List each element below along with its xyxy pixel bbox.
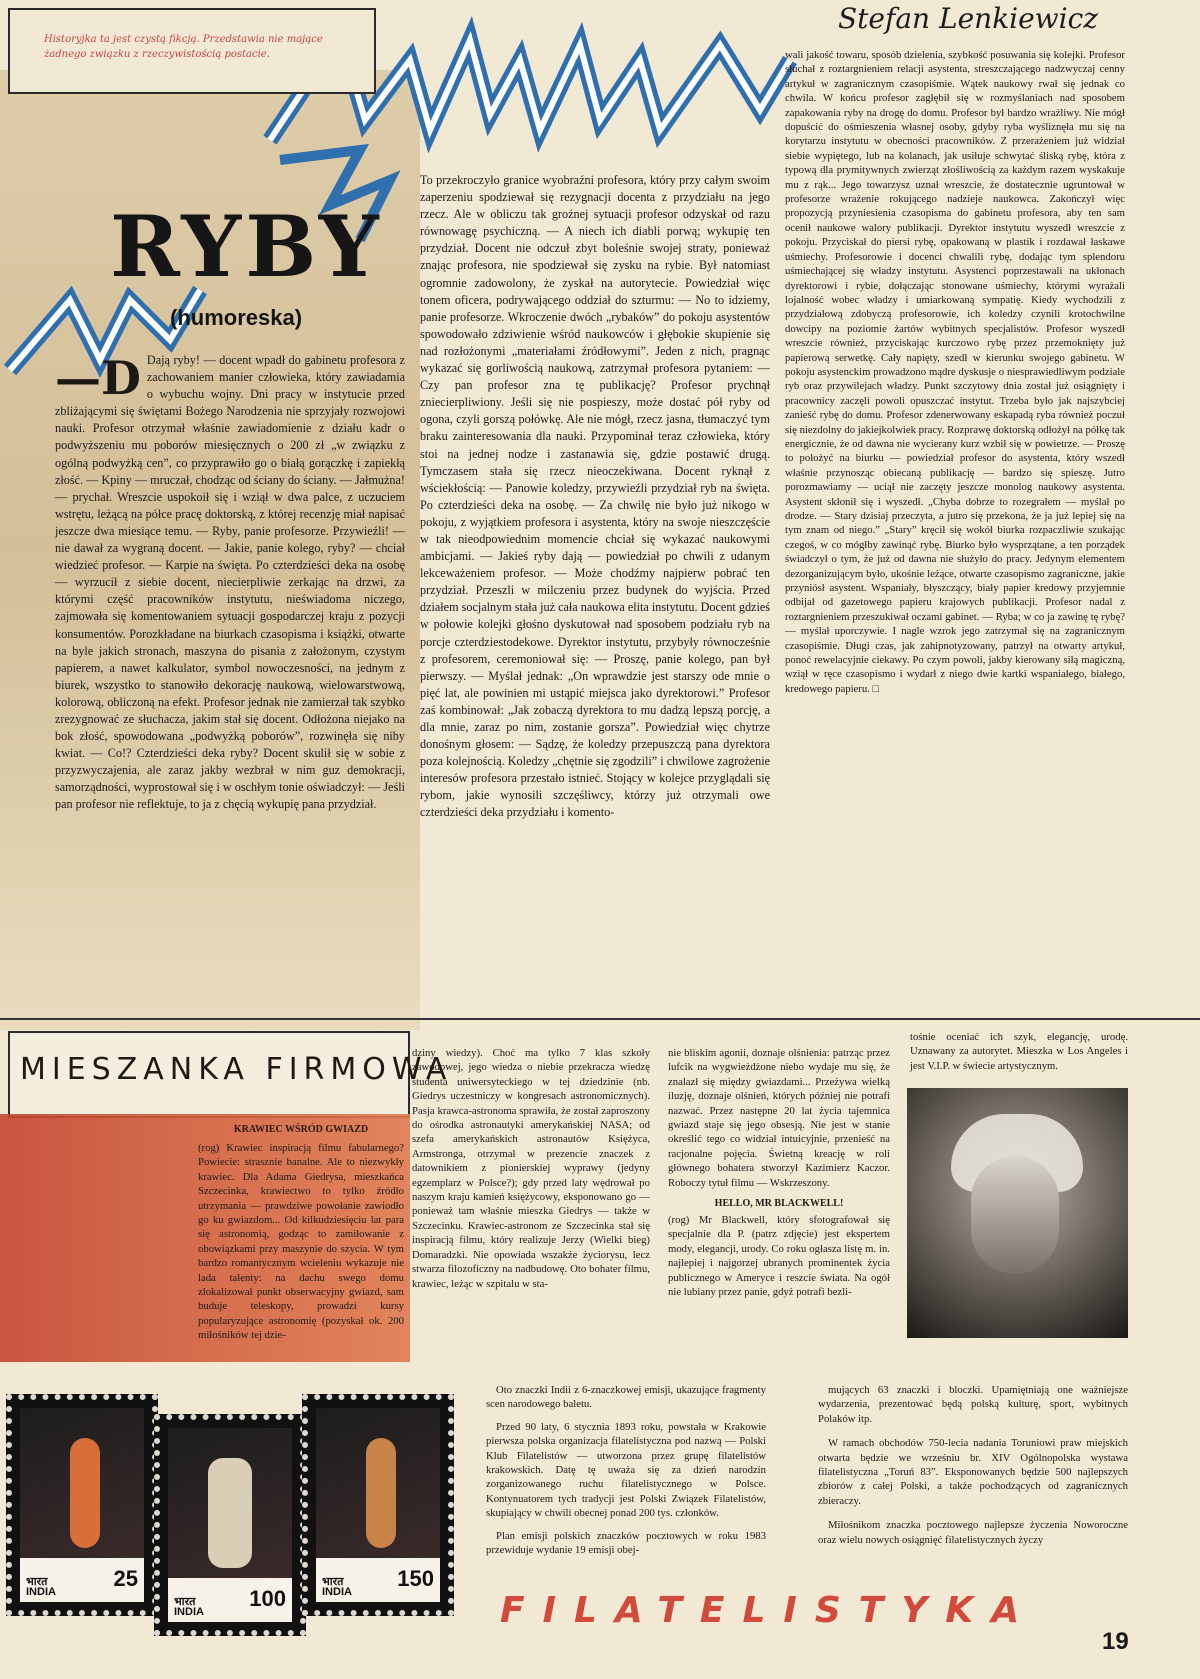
mix-column-4 [910,1030,1128,1084]
section-divider [0,1018,1200,1020]
stamp-country: INDIA [322,1586,352,1598]
article-subtitle: (humoreska) [170,305,303,330]
india-stamp-100 [154,1414,306,1636]
philately-p6: Miłośnikom znaczka pocztowego najlepsze życzenia Noworoczne oraz wielu nowych osiągnięć filatelistycznych życzy [818,1519,1128,1546]
mix-text-2: dziny wiedzy). Choć ma tylko 7 klas szkoły zawodowej, jego wiedza o niebie przekracza wiedzę studenta uniwersyteckiego w tej dziedzinie (nb. Giedrys uczestniczy w kongresach astronomicznych). Pasja krawca-astronoma sprawiła, że został zaproszony do ośrodka astronautyki amerykańskiej NASA; od szefa amerykańskich astronautów Księżyca, Armstronga, otrzymał w prezencie znaczek z datownikiem z pionierskiej wyprawy (jedyny egzemplarz w Polsce?); gdy przed laty wędrował po naszym kraju kamień księżycowy, eksponowano go — ponieważ tam właśnie mieszka Giedrys — także w Szczecinku. Krawiec-astronom ze Szczecinka stał się inspiracją filmu, który realizuje Jerzy (Wielki bieg) Domaradzki. Nie opowiada wszakże życiorysu, lecz stwarza filozoficzny na nadbudowę. Oto bohater filmu, krawiec, leżąc w szpitalu w sta- [412,1047,650,1290]
india-stamp-25 [6,1394,158,1616]
blackwell-photo [907,1088,1128,1338]
stamp-country: INDIA [26,1586,56,1598]
india-stamp-150 [302,1394,454,1616]
krawiec-heading: KRAWIEC WŚRÓD GWIAZD [233,1124,369,1135]
photo-face [971,1156,1059,1274]
philately-p5: W ramach obchodów 750-lecia nadania Toruniowi praw miejskich otwarta będzie we wrześniu br. XIV Ogólnopolska wystawa filatelistyczna „Toruń 83”. Eksponowanych będzie 500 najlepszych zbiorów z całej Polski, a także pochodzących od zagranicznych zbieraczy. [818,1437,1128,1507]
page-number: 19 [1102,1628,1129,1655]
philately-column-2 [818,1383,1128,1588]
blackwell-heading: HELLO, MR BLACKWELL! [714,1198,844,1210]
philately-p2: Przed 90 laty, 6 stycznia 1893 roku, powstała w Krakowie pierwsza polska organizacja filatelistyczna pod nazwą — Polski Klub Filatelistów — utworzona przez grupę filatelistów krakowskich. Datę tę uważa się za dzień narodzin zorganizowanego ruchu filatelistycznego w Polsce. Kontynuatorem tych tradycji jest Polski Związek Filatelistów, skupiający w chwili obecnej ponad 200 tys. członków. [486,1420,766,1520]
philately-title: FILATELISTYKA [500,1590,1038,1631]
story-column-2 [420,172,770,1014]
dancer-figure [70,1438,100,1548]
philately-p1: Oto znaczki Indii z 6-znaczkowej emisji, ukazujące fragmenty scen narodowego baletu. [486,1384,766,1411]
disclaimer-box [8,8,376,94]
mix-column-3 [668,1046,890,1348]
author-name: Stefan Lenkiewicz [838,2,1099,35]
stamp-country: INDIA [174,1606,204,1618]
dancer-figure [366,1438,396,1548]
stamp-script: भारत [174,1596,196,1608]
stamp-set [0,1390,460,1618]
stamp-script: भारत [322,1576,344,1588]
disclaimer-text: Historyjka ta jest czystą fikcją. Przedstawia nie mające żadnego związku z rzeczywistością postacie. [44,34,323,60]
krawiec-article [198,1124,404,1343]
mix-text-3: nie bliskim agonii, doznaje olśnienia: patrząc przez lufcik na wygwieżdżone niebo wydaje mu się, że znalazł się między gwiazdami... Przeżywa wielką iluzję, doznaje olśnień, których później nie potrafi nazwać. Przez następne 20 lat życia tajemnica gwiazd staje się jego obsesją. Nie jest w stanie określić tego co widział intuicyjnie, przenieść na racjonalne pojęcia. Świetną kreację w roli głównego bohatera stworzył Kazimierz Kaczor. Roboczy tytuł filmu — Wskrzeszony. [668,1047,890,1189]
mix-title: MIESZANKA FIRMOWA [20,1052,453,1087]
stamp-script: भारत [26,1576,48,1588]
story-column-1 [55,352,405,1014]
dancer-figure [208,1458,252,1568]
stamp-value: 25 [113,1566,138,1591]
blackwell-text: (rog) Mr Blackwell, który sfotografował się specjalnie dla P. (patrz zdjęcie) jest ekspertem mody, elegancji, urody. Co roku ogłasza listę m. in. najlepiej i najgorzej ubranych prominentek życia publicznego w Ameryce i reszcie świata. Na ogół nie lubiany przez panie, gdyż potrafi bezli- [668,1214,890,1299]
story-text-2: To przekroczyło granice wyobraźni profesora, który przy całym swoim zaperzeniu spodziewał się rezygnacji docenta z przydziału na jego rzecz. Ale w obliczu tak groźnej sytuacji profesor odzyskał od razu równowagę psychiczną. — A niech ich diabli porwą; wykupię ten przydział. Docent nie odczuł zbyt boleśnie swojej straty, ponieważ znając profesora, nie spodziewał się zysku na rybie. Był natomiast ogromnie zadowolony, że zyskał na autorytecie. Powiedział więc tonem oficera, podrywającego oddział do szturmu: — No to idziemy, panie profesorze. Wkroczenie dwóch „rybaków” do pokoju asystentów spowodowało zdziwienie wśród naukowców i głębokie skupienie się nad rozłożonymi „materiałami źródłowymi”. Jeden z nich, pragnąc wykazać się gorliwością naukową, zatrzymał profesora pytaniem: — Czy pan profesor zna tę publikację? Profesor prychnął zniecierpliwiony. Jeśli się nie pospieszy, może dostać pół ryby od ogona, czyli gorszą połówkę. Ale nie mógł, rzecz jasna, tłumaczyć tym braku zainteresowania dla nauki. Przypominał teraz człowieka, który stoi na jednej nodze i zastanawia się, gdzie postawić drugą. Tymczasem stała się rzecz nieoczekiwana. Docent ryknął z wściekłością: — Panowie koledzy, przywieźli przydział ryb na święta. Po czterdzieści deka na osobę. — Za chwilę nie było już nikogo w pokoju, z wyjątkiem profesora i asystenta, który na swoje nieszczęście w tak nieodpowiednim momencie chciał się wykazać naukowymi ambicjami. — Jakieś ryby dają — powiedział po chwili z udanym lekceważeniem profesor. — Może chodźmy najpierw pobrać ten przydział. Przeszli w milczeniu przez budynek do wyjścia. Przed działem socjalnym stała już cała naukowa elita instytutu. Docent gdzieś w połowie kolejki głośno dyskutował nad sposobem podziału ryb na porcje czterdziestodekowe. Dyrektor instytutu, przybyły równocześnie z profesorem, ceremoniował się: — Proszę, panie kolego, pan był pierwszy. — Myślał jednak: „On wprawdzie jest starszy ode mnie o pięć lat, ale powinien mi ustąpić miejsca jako dyrektorowi.” Profesor zaś kombinował: „Jak zobaczą dyrektora to mu dadzą lepszą porcję, a dla mnie, zaraz po nim, zostanie gorsza”. Powiedział więc chytrze donośnym głosem: — Sądzę, że koledzy przepuszczą pana dyrektora poza kolejnością. Koledzy „chętnie się zgodzili” i chwilowe zagrożenie interesów profesora przestało istnieć. Stojący w kolejce przyglądali się rybom, jakie wynosili szczęśliwcy, którzy już otrzymali owe czterdzieści deka przydziału i komento- [420,173,770,820]
drop-cap: —D [55,351,141,405]
stamp-value: 150 [397,1566,434,1591]
mix-column-2 [412,1046,650,1348]
story-text-1: Dają ryby! — docent wpadł do gabinetu profesora z zachowaniem manier człowieka, który zawiadamia o wybuchu wojny. Dni pracy w instytucie przed zbliżającymi się świętami Bożego Narodzenia nie sprzyjały rozwojowi nauki. Profesor otrzymał właśnie zawiadomienie z działu kadr o podwyższeniu mu poborów miesięcznych o 200 zł „w związku z ogólną podwyżką cen”, co przyprawiło go o białą gorączkę i zapiekłą złość. — Kpiny — mruczał, chodząc od ściany do ściany. — Jałmużna! — prychał. Wreszcie uspokoił się i wziął w dwa palce, z uczuciem wstrętu, leżącą na półce pracę doktorską, z której recenzję miał napisać jeszcze dwa miesiące temu. — Ryby, panie profesorze. Przywieźli! — nie dawał za wygraną docent. — Jakie, panie kolego, ryby? — chciał wiedzieć profesor. — Karpie na święta. Po czterdzieści deka na osobę — wyrzucił z siebie docent, niecierpliwie zerkając na drzwi, za którymi część pracowników instytutu, nieświadoma niczego, zajmowała się komentowaniem sytuacji gospodarczej kraju z pozycji konsumentów. Porozkładane na biurkach czasopisma i książki, otwarte na byle jakich stronach, maszyna do pisania z założonym, czystym papierem, a nawet kalkulator, symbol nowoczesności, na jednym z biurek, wszystko to stanowiło dekorację naukową, wielowarstwową, kolorową, obliczoną na efekt. Profesor jednak nie zamierzał tak szybko zrezygnować ze słuchacza, jakim stał się docent. Odłożona niejako na bok złość, spowodowana „podwyżką poborów”, rozwinęła się niby kwiat. — Co!? Czterdzieści deka ryby? Docent skulił się w sobie z przyzwyczajenia, ale zaraz jakby wezbrał w nim guz demokracji, samorządności, wyprostował się i w oschłym tonie oświadczył: — Jeśli pan profesor nie reflektuje, to ja z chęcią wykupię pana przydział. [55,353,405,812]
philately-column-1 [486,1383,766,1578]
story-column-3 [785,48,1125,1014]
mix-text-4: tośnie oceniać ich szyk, elegancję, urodę. Uznawany za autorytet. Mieszka w Los Angeles i jest V.I.P. w świecie artystycznym. [910,1031,1128,1072]
story-text-3: wali jakość towaru, sposób dzielenia, szybkość posuwania się kolejki. Profesor słuchał z roztargnieniem relacji asystenta, streszczającego nadzwyczaj cenny artykuł w zagranicznym czasopiśmie. Wątek naukowy rwał się jednak co chwila. W końcu profesor zagłębił się w rozmyślaniach nad sposobem zapakowania ryby na drogę do domu. Profesor był bardzo wrażliwy. Nie mógł dopuścić do ośmieszenia własnej osoby, gdyby ryba wyśliznęła mu się na korytarzu instytutu w obecności pracowników. Z przerażeniem już widział siebie wypiętego, lub na kolanach, jak usiłuje schwytać śliską rybę, która z typową dla prymitywnych zwierząt złośliwością za każdym razem wyskakuje mu z rąk... Jego towarzysz uznał wreszcie, że dostatecznie ugruntował w profesorze wrażenie rokującego nadzieje naukowca. Zakończył więc propozycją przyniesienia czasopisma do gabinetu profesora, aby ten sam ocenił naukowe walory publikacji. Dyrektor instytutu wyszedł wreszcie z pokoju. Przyciskał do piersi rybę, opakowaną w plastik i rozdawał łaskawe uśmiechy. Profesorowie i docenci chwalili rybę, dodając tym splendoru uśmiechającej się władzy instytutu. Asystenci poprzestawali na ukłonach dyrektorowi i rybie, dołączając stonowane uśmiechy, którymi wyrażali lojalność wobec władzy i umiarkowaną sympatię. Kiedy wychodzili z przydziałową zdobyczą profesorowie, ich koledzy czynili krotochwilne dowcipy na poziomie żartów wybitnych specjalistów. Profesor wyszedł wreszcie również, przyciskając kurczowo rybę przez przemoknięty już papierową serwetkę. Cały napięty, szedł w kierunku swojego gabinetu. W pokoju asystenckim prowadzono mądre dyskusje o niesprawiedliwym podziale ryb oraz przywilejach władzy. Punkt szczytowy dnia został już osiągnięty i pracownicy zaczęli powoli opuszczać instytut. Trzeba było jak najszybciej zanieść rybę do domu. Profesor zdenerwowany eskapadą ryba również poczuł się niezdolny do jakiejkolwiek pracy. Rozprawę doktorską odłożył na półkę tak energicznie, że od dawna nie wycierany kurz wzbił się w powietrze. — Proszę to położyć na biurku — powiedział profesor do asystenta, który wszedł właśnie przynosząc obiecaną publikację — bardzo się spieszę. Jutro porozmawiamy — uciął nie zaczęty jeszcze monolog naukowy asystenta. Asystent skłonił się i wyszedł. „Chyba dobrze to rozegrałem — myślał po drodze. — Stary dzisiaj przeczyta, a jutro się przekona, że ja już lepiej się na tym znam od niego.” „Stary” kręcił się wokół biurka rozpaczliwie szukając czegoś, w co mógłby zawinąć rybę. Biurko było wysprzątane, a ten porządek świadczył o tym, że już od dawna nie służyło do pracy. Jedynym elementem dezorganizującym było, ukośnie leżące, otwarte czasopismo zagraniczne, jakie przyniósł asystent. Wspaniały, błyszczący, biały papier kredowy przyjemnie odbijał od gazetowego papieru krajowych publikacji. Profesor nadal z roztargnieniem przeszukiwał oczami gabinet. — Ryba; w co ja zawinę tę rybę? — myślał uporczywie. I nagle wzrok jego zatrzymał się na zagranicznym czasopiśmie. Długi czas, jak zahipnotyzowany, patrzył na otwarty artykuł, ponoć rewelacyjnie ciekawy. Po czym powoli, jakby kierowany siłą magiczną, wziął w ręce czasopismo i wydarł z niego dwie kartki wspaniałego, białego, kredowego papieru. □ [785,49,1125,695]
stamp-value: 100 [249,1586,286,1611]
krawiec-text: (rog) Krawiec inspiracją filmu fabularnego? Powiecie: strasznie banalne. Ale to niezwykły krawiec. Dla Adama Giedrysa, mieszkańca Szczecinka, krawiectwo to tylko źródło utrzymania — prawdziwe powołanie zawiodło go ku gwiazdom... Od kilkudziesięciu lat para się astronomią, godząc to zamiłowanie z obowiązkami przy maszynie do szycia. W tym bardzo romantycznym wcieleniu wykazuje nie lada talenty: na dachu swego domu zlokalizował punkt obserwacyjny gwiazd, sam buduje teleskopy, prowadzi kursy popularyzujące astronomię (pozyskał ok. 200 miłośników tej dzie- [198,1142,404,1342]
article-title: RYBY [110,197,383,296]
philately-p4: mujących 63 znaczki i bloczki. Upamiętniają one ważniejsze wydarzenia, prezentować będą polską kulturę, sport, wybitnych Polaków itp. [818,1384,1128,1425]
philately-p3: Plan emisji polskich znaczków pocztowych w roku 1983 przewiduje wydanie 19 emisji obej- [486,1529,766,1557]
